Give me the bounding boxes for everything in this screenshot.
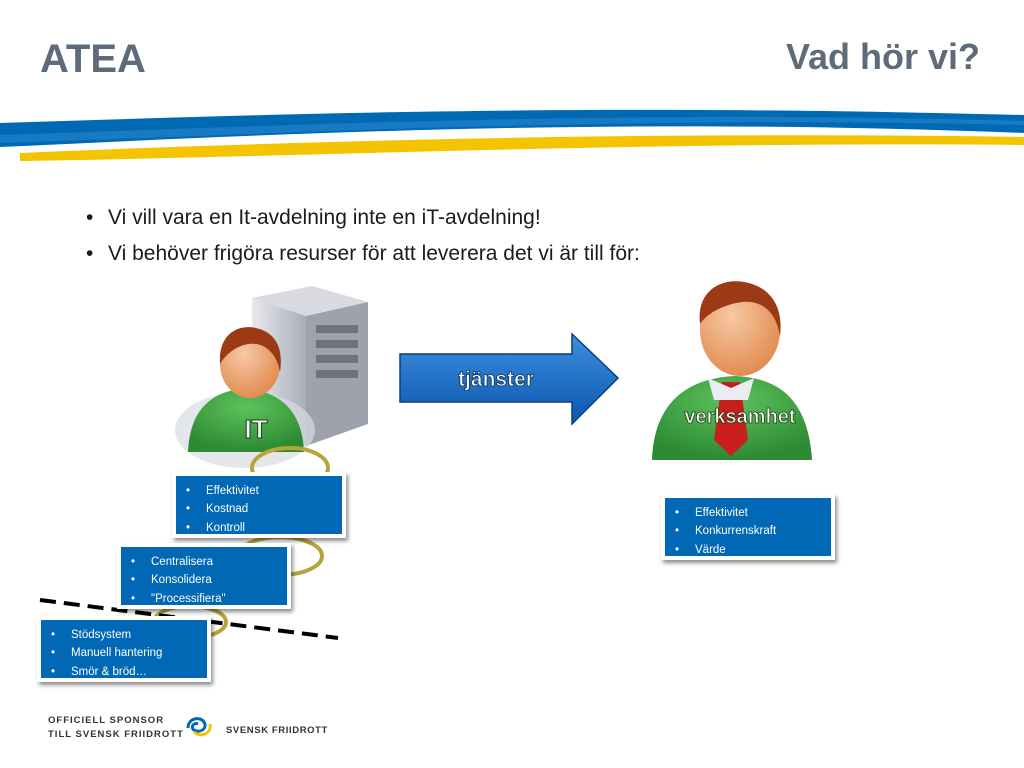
atea-logo — [40, 36, 164, 78]
list-item: • Värde — [665, 541, 831, 559]
sponsor-line: TILL SVENSK FRIIDROTT — [48, 729, 184, 740]
list-item: • "Processifiera" — [121, 590, 287, 608]
arrow-label: tjänster — [458, 368, 534, 391]
sponsor-org-name: SVENSK FRIIDROTT — [226, 725, 328, 736]
main-bullets — [86, 203, 640, 275]
support-systems-box — [37, 616, 211, 682]
atea-logo-text: ATEA — [40, 37, 146, 78]
it-label: IT — [244, 414, 268, 444]
list-item: • Manuell hantering — [41, 644, 207, 662]
list-item: • Smör & bröd… — [41, 663, 207, 681]
process-box — [117, 543, 291, 609]
page-title: Vad hör vi? — [785, 36, 980, 77]
sponsor-text — [48, 714, 184, 742]
sponsor-line: OFFICIELL SPONSOR — [48, 715, 165, 726]
list-item: • Stödsystem — [41, 626, 207, 644]
list-item: • Kostnad — [176, 500, 342, 518]
bullet-item: • Vi behöver frigöra resurser för att leverera det vi är till för: — [86, 239, 640, 275]
svensk-friidrott-logo-icon — [184, 714, 214, 740]
bullet-item: • Vi vill vara en It-avdelning inte en iT-avdelning! — [86, 203, 640, 239]
list-item: • Konsolidera — [121, 571, 287, 589]
list-item: • Konkurrenskraft — [665, 522, 831, 540]
list-item: • Effektivitet — [665, 504, 831, 522]
business-goals-box — [661, 494, 835, 560]
verksamhet-label: verksamhet — [684, 406, 796, 428]
list-item: • Centralisera — [121, 553, 287, 571]
swoosh-banner — [0, 95, 1024, 175]
list-item: • Kontroll — [176, 519, 342, 537]
business-person-icon — [652, 281, 812, 460]
it-goals-box — [172, 472, 346, 538]
list-item: • Effektivitet — [176, 482, 342, 500]
